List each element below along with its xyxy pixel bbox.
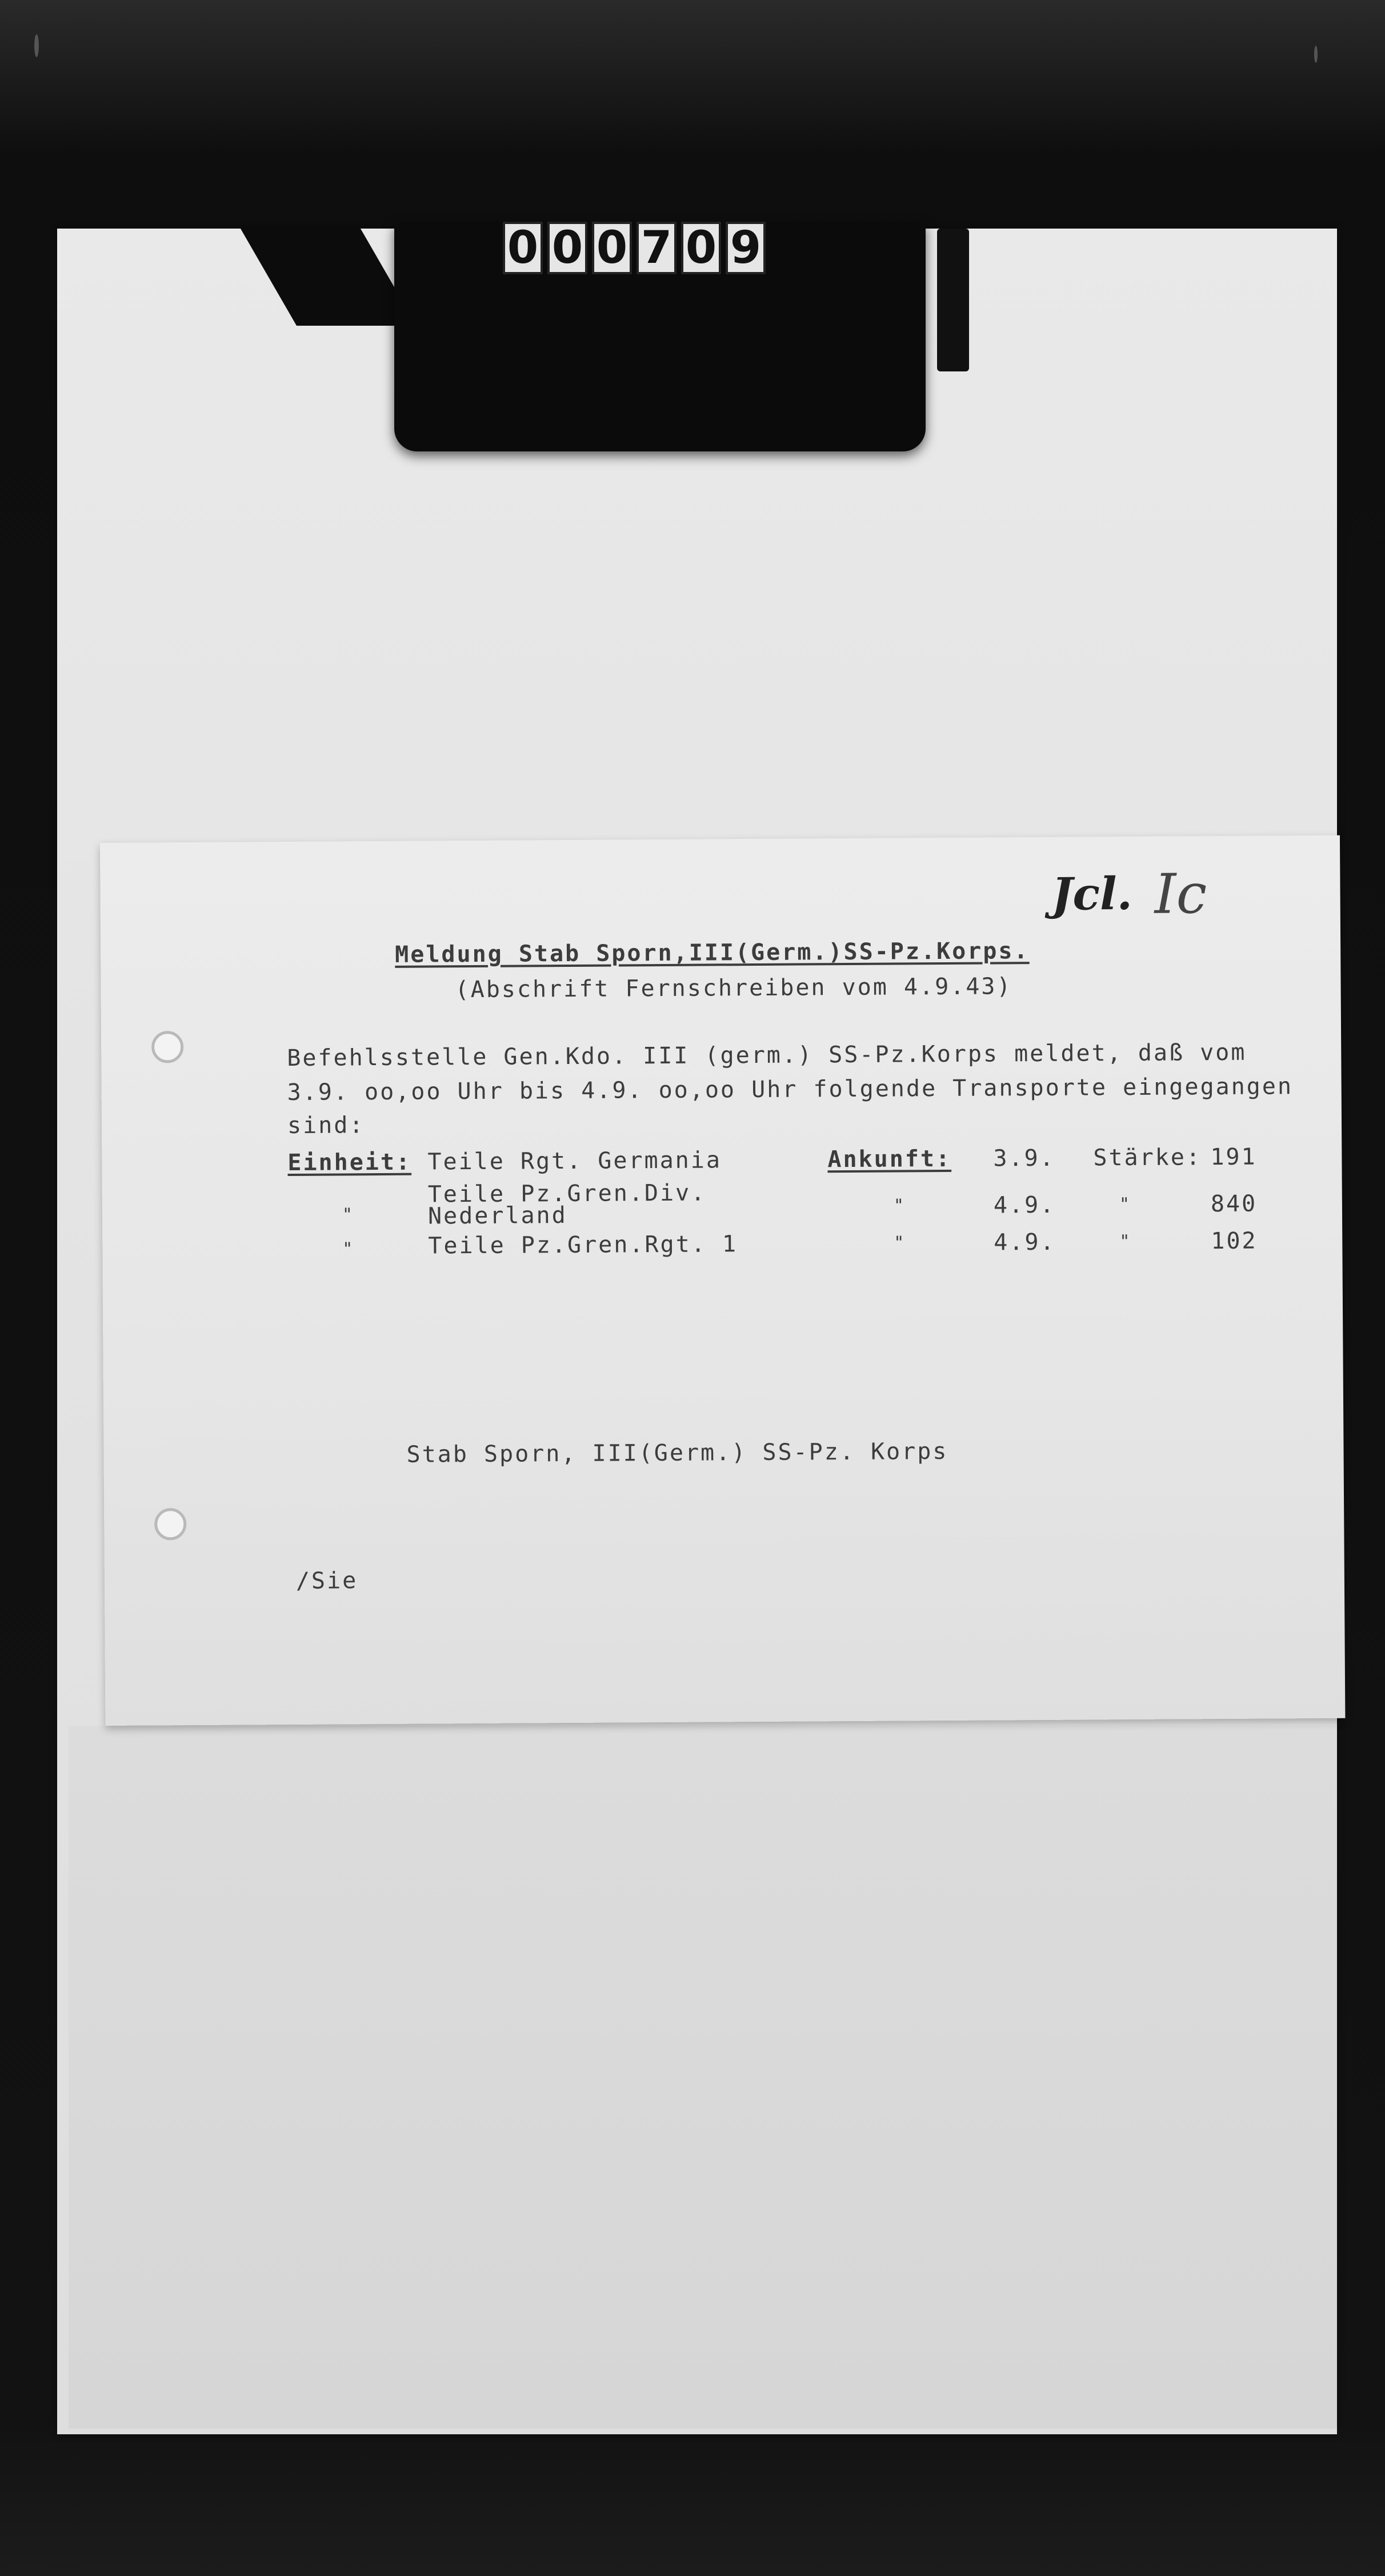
- counter-digits: [503, 222, 766, 277]
- row-2-strength-ditto: ": [1119, 1194, 1132, 1215]
- film-speck: [34, 34, 39, 57]
- row-3-ditto: ": [342, 1239, 355, 1259]
- counter-digit: 0: [547, 222, 587, 274]
- row-3-arrival: 4.9.: [994, 1229, 1056, 1256]
- document-subtitle: (Abschrift Fernschreiben vom 4.9.43): [455, 973, 1012, 1003]
- film-speck: [1314, 46, 1318, 63]
- row-2-arrival-ditto: ": [893, 1195, 906, 1216]
- signature-line: Stab Sporn, III(Germ.) SS-Pz. Korps: [406, 1438, 948, 1468]
- row-1-arrival: 3.9.: [993, 1145, 1055, 1172]
- intro-line-2: 3.9. oo,oo Uhr bis 4.9. oo,oo Uhr folgende Transporte eingegangen: [287, 1073, 1294, 1106]
- row-3-strength: 102: [1211, 1227, 1258, 1255]
- row-2-ditto: ": [342, 1205, 355, 1225]
- handwritten-initial: Jcl.: [1051, 867, 1133, 921]
- document-title: Meldung Stab Sporn,III(Germ.)SS-Pz.Korps.: [395, 938, 1030, 968]
- row-2-arrival: 4.9.: [993, 1191, 1056, 1219]
- header-arrival: Ankunft:: [827, 1145, 952, 1173]
- header-strength: Stärke:: [1093, 1144, 1202, 1171]
- backing-sheet-lower: [69, 1726, 1337, 2429]
- intro-line-1: Befehlsstelle Gen.Kdo. III (germ.) SS-Pz.Korps meldet, daß vom: [287, 1039, 1247, 1072]
- document-sheet: [100, 835, 1345, 1726]
- punch-hole-bottom: [154, 1508, 186, 1540]
- counter-digit: 0: [681, 222, 721, 274]
- counter-knob: [937, 229, 969, 371]
- counter-digit: 7: [637, 222, 677, 274]
- row-2-unit-line-2: Nederland: [427, 1202, 567, 1230]
- row-2-strength: 840: [1210, 1190, 1258, 1218]
- counter-digit: 9: [726, 222, 766, 274]
- intro-line-3: sind:: [287, 1112, 365, 1139]
- row-3-arrival-ditto: ": [894, 1233, 906, 1253]
- row-1-unit: Teile Rgt. Germania: [427, 1147, 722, 1175]
- row-1-strength: 191: [1210, 1143, 1257, 1171]
- row-2-unit-line-1: Teile Pz.Gren.Div.: [427, 1179, 707, 1208]
- counter-digit: 0: [592, 222, 632, 274]
- row-3-strength-ditto: ": [1119, 1231, 1132, 1252]
- row-3-unit: Teile Pz.Gren.Rgt. 1: [428, 1231, 738, 1259]
- header-unit: Einheit:: [287, 1149, 412, 1177]
- handwritten-mark: Ic: [1154, 862, 1207, 926]
- typist-initials: /Sie: [295, 1567, 358, 1594]
- counter-digit: 0: [503, 222, 543, 274]
- punch-hole-top: [151, 1031, 183, 1063]
